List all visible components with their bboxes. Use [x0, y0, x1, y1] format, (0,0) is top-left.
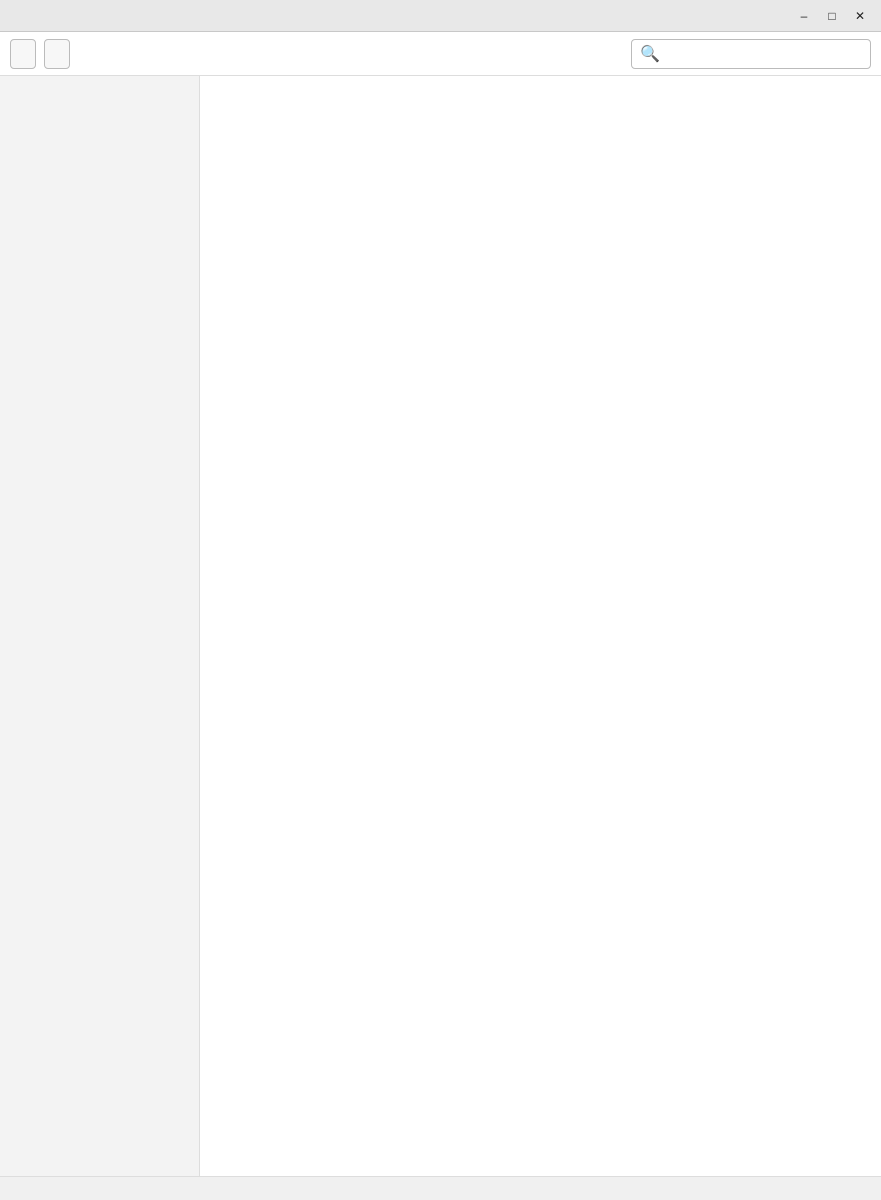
- content-area: [0, 76, 881, 1176]
- maximize-icon[interactable]: □: [828, 8, 836, 23]
- title-bar: [0, 0, 881, 32]
- toolbar: [0, 32, 881, 76]
- sidebar-item[interactable]: [0, 148, 199, 180]
- sidebar-item[interactable]: [0, 116, 199, 148]
- primary-button[interactable]: [10, 39, 36, 69]
- sidebar-item[interactable]: [0, 84, 199, 116]
- main-panel: [200, 76, 881, 1176]
- status-bar: [0, 1176, 881, 1200]
- search-box: [631, 39, 871, 69]
- minimize-icon[interactable]: –: [800, 8, 808, 23]
- search-icon: 🔍: [640, 45, 660, 63]
- search-input[interactable]: [666, 46, 862, 61]
- sidebar: [0, 76, 200, 1176]
- close-icon[interactable]: ✕: [854, 8, 866, 23]
- secondary-button[interactable]: [44, 39, 70, 69]
- window-controls: [793, 6, 871, 26]
